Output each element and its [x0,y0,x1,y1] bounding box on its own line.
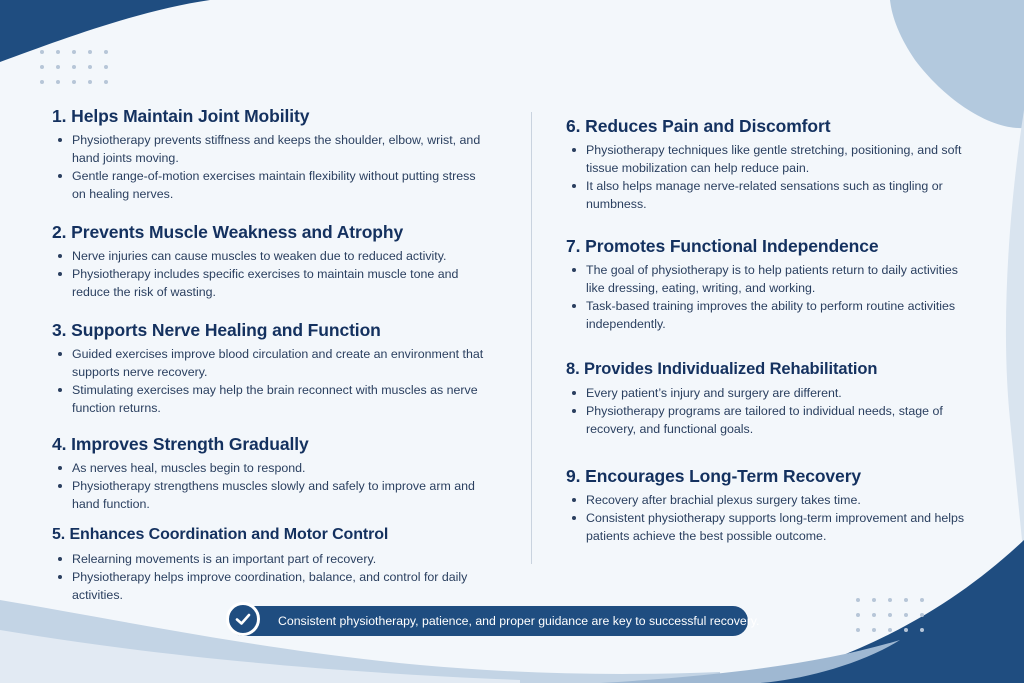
decorative-dots-top-left [40,50,108,84]
bullet-item: Recovery after brachial plexus surgery takes time. [566,491,966,509]
bullet-item: Nerve injuries can cause muscles to weaken due to reduced activity. [52,247,492,265]
check-circle-icon [226,602,260,636]
benefit-section-7 [566,234,966,333]
section-heading: 1. Helps Maintain Joint Mobility [52,106,310,126]
section-heading: 5. Enhances Coordination and Motor Control [52,526,389,543]
benefit-section-9 [566,464,966,545]
benefit-section-4 [52,432,492,513]
bullet-item: Task-based training improves the ability to perform routine activities independently. [566,297,966,333]
column-divider [531,112,532,564]
bullet-item: As nerves heal, muscles begin to respond. [52,459,492,477]
decorative-dots-bottom-right [856,598,924,632]
section-heading: 4. Improves Strength Gradually [52,434,309,454]
benefit-section-6 [566,114,966,213]
bullet-item: Physiotherapy programs are tailored to individual needs, stage of recovery, and functional goals. [566,402,966,438]
section-heading: 7. Promotes Functional Independence [566,236,879,256]
section-heading: 2. Prevents Muscle Weakness and Atrophy [52,222,404,242]
bullet-item: Gentle range-of-motion exercises maintain flexibility without putting stress on healing nerves. [52,167,492,203]
bullet-item: Physiotherapy includes specific exercises to maintain muscle tone and reduce the risk of wasting. [52,265,492,301]
bullet-item: Stimulating exercises may help the brain reconnect with muscles as nerve function returns. [52,381,492,417]
section-heading: 3. Supports Nerve Healing and Function [52,320,381,340]
benefit-section-8 [566,357,966,438]
bullet-item: Physiotherapy strengthens muscles slowly and safely to improve arm and hand function. [52,477,492,513]
bullet-item: It also helps manage nerve-related sensations such as tingling or numbness. [566,177,966,213]
benefit-section-5 [52,523,492,604]
bullet-item: Physiotherapy helps improve coordination, balance, and control for daily activities. [52,568,492,604]
bullet-item: Physiotherapy techniques like gentle stretching, positioning, and soft tissue mobilization can help reduce pain. [566,141,966,177]
summary-banner [228,606,760,636]
left-column [52,104,492,604]
section-heading: 8. Provides Individualized Rehabilitation [566,360,878,378]
banner-text: Consistent physiotherapy, patience, and proper guidance are key to successful recovery. [278,614,760,628]
section-heading: 6. Reduces Pain and Discomfort [566,116,831,136]
bullet-item: Every patient’s injury and surgery are different. [566,384,966,402]
bullet-item: Consistent physiotherapy supports long-term improvement and helps patients achieve the best possible outcome. [566,509,966,545]
benefit-section-1 [52,104,492,203]
right-column [566,114,966,545]
bullet-item: The goal of physiotherapy is to help patients return to daily activities like dressing, eating, writing, and working. [566,261,966,297]
benefit-section-2 [52,220,492,301]
benefit-section-3 [52,318,492,417]
section-heading: 9. Encourages Long-Term Recovery [566,466,862,486]
bullet-item: Guided exercises improve blood circulation and create an environment that supports nerve recovery. [52,345,492,381]
bullet-item: Relearning movements is an important part of recovery. [52,550,492,568]
bullet-item: Physiotherapy prevents stiffness and keeps the shoulder, elbow, wrist, and hand joints moving. [52,131,492,167]
